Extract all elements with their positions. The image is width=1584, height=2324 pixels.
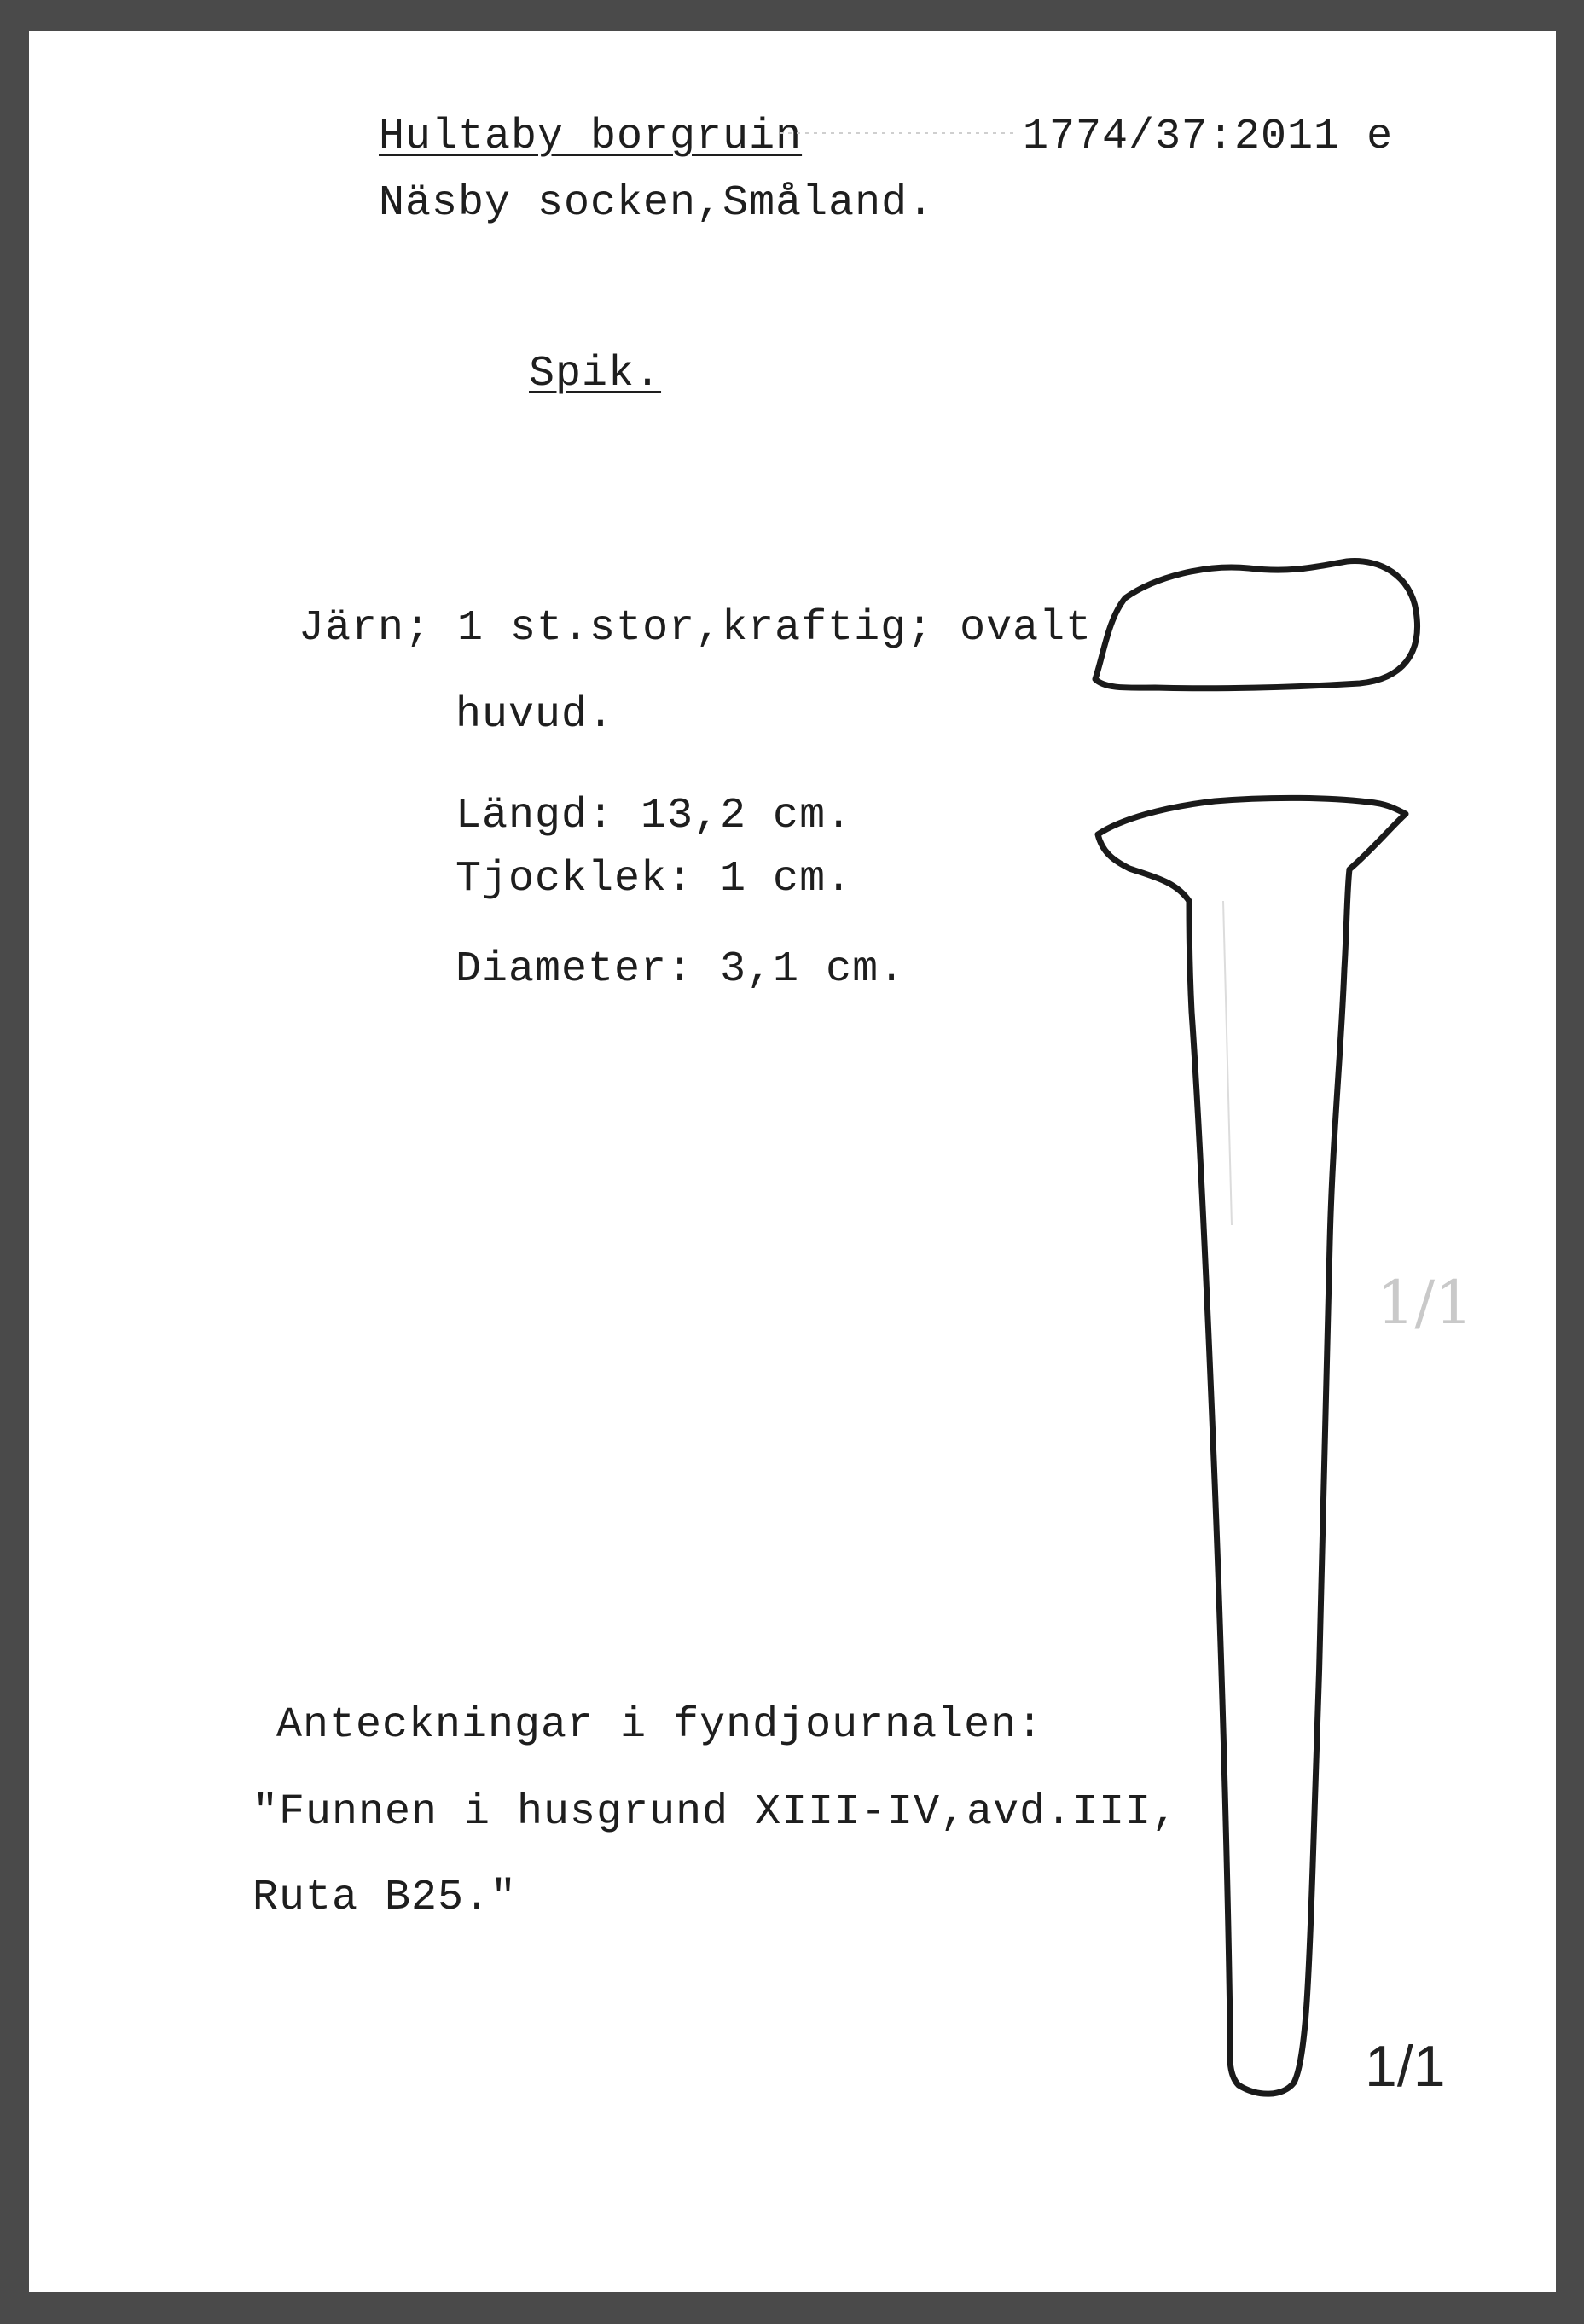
nail-drawing: [29, 31, 1556, 2292]
site-name: Hultaby borgruin: [379, 113, 803, 161]
description-line-1: Järn; 1 st.stor,kraftig; ovalt: [299, 604, 1093, 653]
thickness-measurement: Tjocklek: 1 cm.: [455, 855, 853, 903]
diameter-measurement: Diameter: 3,1 cm.: [455, 945, 906, 994]
notes-line-1: "Funnen i husgrund XIII-IV,avd.III,: [252, 1788, 1179, 1837]
nail-head-top-view: [1095, 561, 1418, 688]
catalog-card: [29, 31, 1556, 2292]
nail-side-view: [1098, 798, 1406, 2094]
nail-pencil-guide-line: [1223, 901, 1232, 1225]
pencil-scale-note: 1/1: [1377, 1268, 1473, 1338]
description-line-2: huvud.: [455, 691, 615, 740]
length-measurement: Längd: 13,2 cm.: [455, 792, 853, 840]
ink-scale-note: 1/1: [1365, 2034, 1446, 2099]
parish-location: Näsby socken,Småland.: [379, 179, 935, 228]
notes-heading: Anteckningar i fyndjournalen:: [276, 1701, 1044, 1750]
object-title: Spik.: [529, 350, 662, 398]
catalog-number: 1774/37:2011 e: [1023, 113, 1394, 161]
notes-line-2: Ruta B25.": [252, 1874, 518, 1922]
